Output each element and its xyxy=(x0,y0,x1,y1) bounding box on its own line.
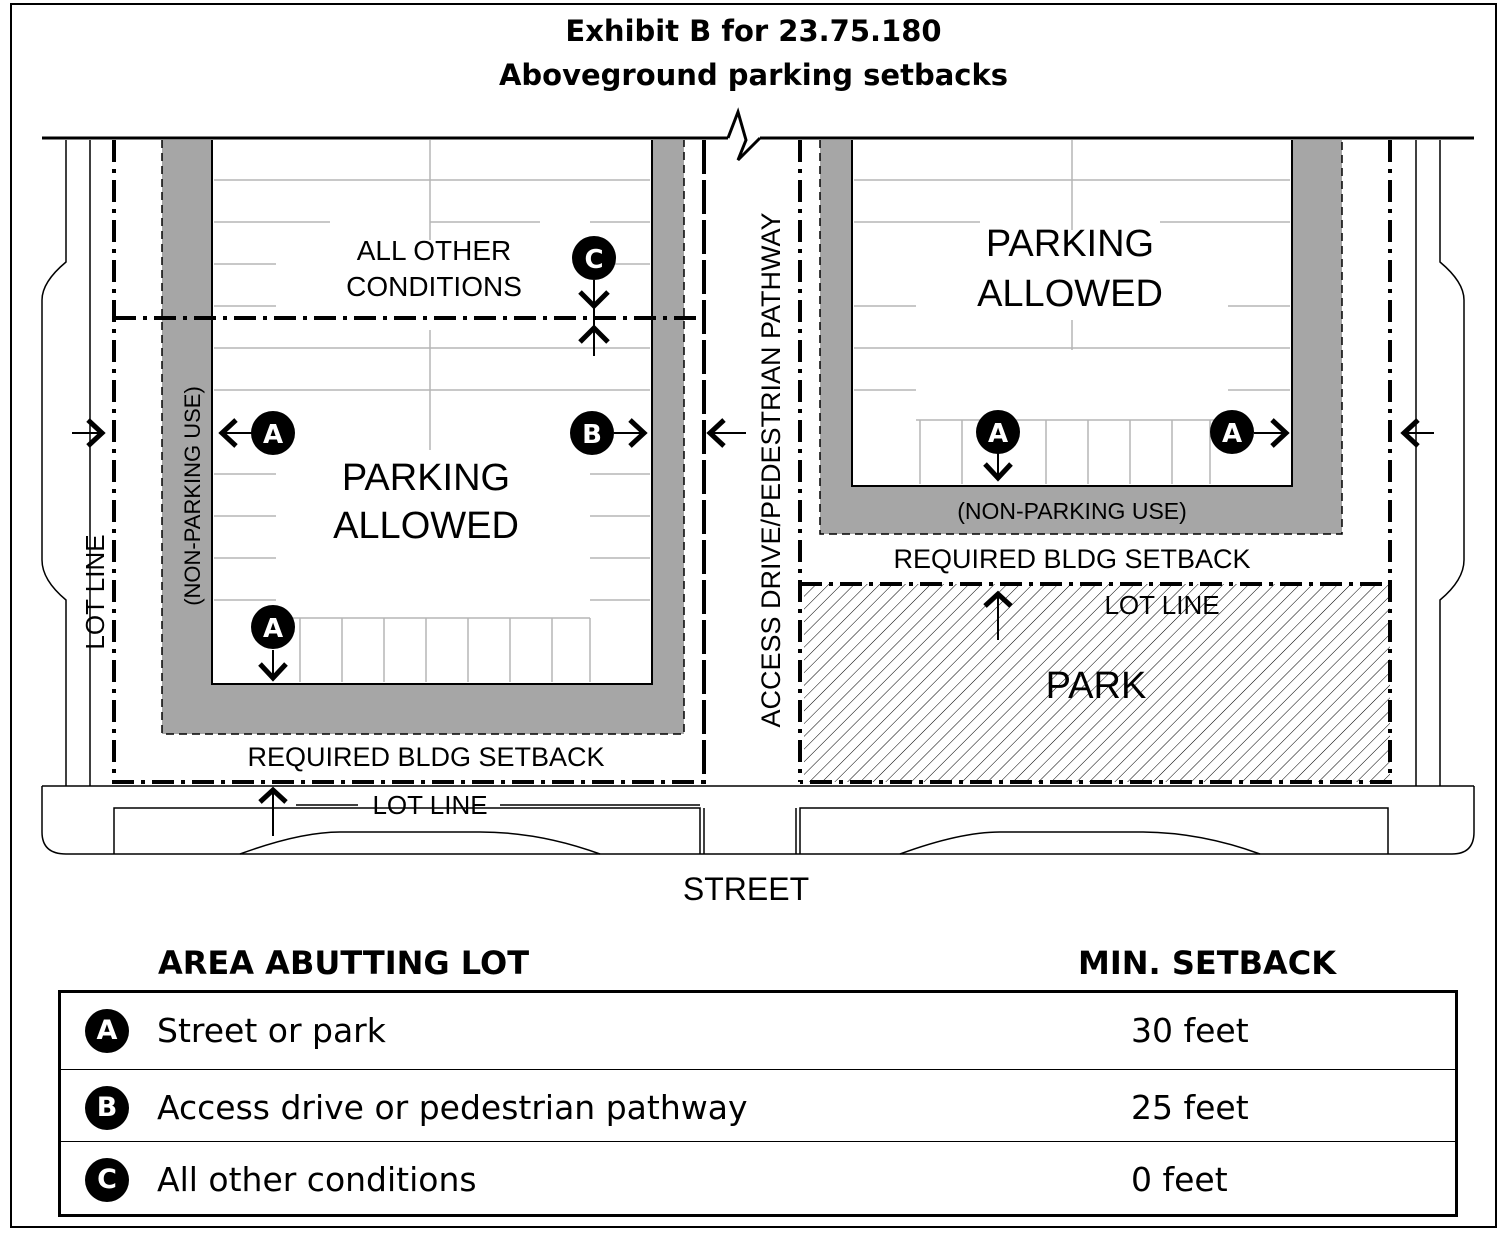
marker-a-left-side xyxy=(251,411,295,455)
right-lot-non-parking-label: (NON-PARKING USE) xyxy=(957,498,1187,524)
legend-header-area: AREA ABUTTING LOT xyxy=(158,944,530,982)
street-label: STREET xyxy=(682,871,810,907)
svg-text:A: A xyxy=(1221,419,1243,449)
legend-condition-a: Street or park xyxy=(157,1011,386,1050)
marker-a-right-bottom xyxy=(976,410,1020,454)
marker-a-right-side xyxy=(1210,410,1254,454)
legend-row-a xyxy=(61,993,1455,1065)
svg-text:A: A xyxy=(987,419,1009,449)
park-label: PARK xyxy=(1045,665,1147,707)
left-lot-stall-lines xyxy=(214,140,650,682)
right-lot-parking-label-2: ALLOWED xyxy=(977,273,1163,315)
legend-header-setback: MIN. SETBACK xyxy=(1078,944,1336,982)
legend-condition-c: All other conditions xyxy=(157,1160,477,1199)
left-lot-setback-label: REQUIRED BLDG SETBACK xyxy=(247,742,605,772)
left-lot-non-parking-label: (NON-PARKING USE) xyxy=(180,386,205,606)
right-lot-lot-line-label: LOT LINE xyxy=(1104,590,1220,620)
svg-text:A: A xyxy=(262,420,284,450)
left-lot-condition-label-1: ALL OTHER xyxy=(356,235,512,266)
legend-row-c xyxy=(61,1141,1455,1214)
left-lot-side-lot-line-label: LOT LINE xyxy=(80,534,110,650)
svg-text:C: C xyxy=(584,245,604,275)
left-lot-parking-label-2: ALLOWED xyxy=(333,505,519,547)
left-lot-parking-label-1: PARKING xyxy=(341,457,511,499)
legend-setback-b: 25 feet xyxy=(1131,1088,1249,1127)
access-drive-label: ACCESS DRIVE/PEDESTRIAN PATHWAY xyxy=(756,212,786,728)
legend-marker-b: B xyxy=(85,1086,129,1130)
legend-setback-c: 0 feet xyxy=(1131,1160,1228,1199)
marker-a-left-bottom xyxy=(251,605,295,649)
legend-row-b xyxy=(61,1069,1455,1142)
marker-b-left-lot xyxy=(570,411,614,455)
left-lot-condition-label-2: CONDITIONS xyxy=(346,271,522,302)
exhibit-subtitle: Aboveground parking setbacks xyxy=(498,58,1009,92)
legend-setback-a: 30 feet xyxy=(1131,1011,1249,1050)
svg-text:B: B xyxy=(582,420,602,450)
legend-condition-b: Access drive or pedestrian pathway xyxy=(157,1088,748,1127)
left-lot-bottom-lot-line-label: LOT LINE xyxy=(372,790,488,820)
setback-legend-table xyxy=(58,990,1458,1217)
marker-c-left-lot xyxy=(572,236,616,280)
right-lot-setback-label: REQUIRED BLDG SETBACK xyxy=(893,544,1251,574)
right-lot-parking-label-1: PARKING xyxy=(985,223,1155,265)
exhibit-title: Exhibit B for 23.75.180 xyxy=(565,14,942,48)
legend-marker-a: A xyxy=(85,1009,129,1053)
svg-text:A: A xyxy=(262,614,284,644)
top-property-line xyxy=(42,112,1474,160)
legend-marker-c: C xyxy=(85,1158,129,1202)
